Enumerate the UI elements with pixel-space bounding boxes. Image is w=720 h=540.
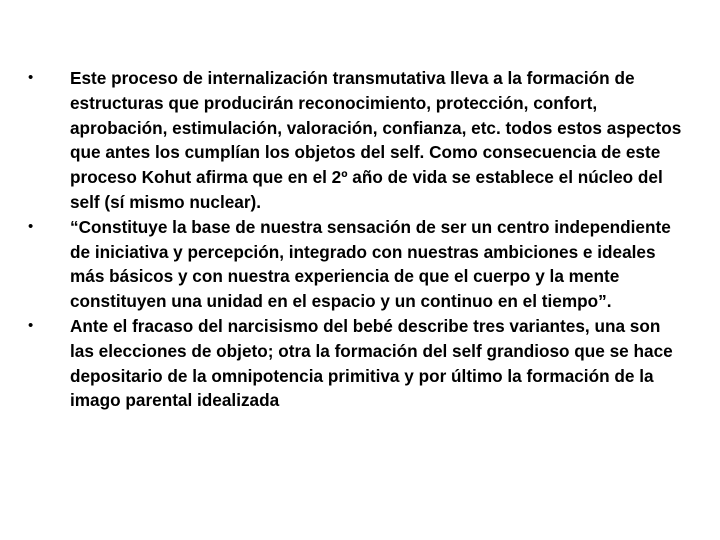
bullet-icon: • bbox=[28, 316, 34, 334]
bullet-item-quote bbox=[28, 215, 688, 314]
bullet-icon: • bbox=[28, 217, 34, 235]
bullet-text: Ante el fracaso del narcisismo del bebé describe tres variantes, una son las elecciones de objeto; otra la formación del self grandioso que se hace depositario de la omnipotencia primitiva y por último la formación de la imago parental idealizada bbox=[70, 315, 673, 411]
bullet-icon: • bbox=[28, 69, 34, 86]
bullet-text: “Constituye la base de nuestra sensación de ser un centro independiente de iniciativa y percepción, integrado con nuestras ambiciones e ideales más básicos y con nuestra experiencia de que el cuerpo y la mente constituyen una unidad en el espacio y un continuo en el tiempo”. bbox=[70, 216, 671, 312]
bullet-item-internalization bbox=[28, 66, 688, 215]
bullet-list bbox=[28, 66, 688, 413]
bullet-item-narcissism bbox=[28, 314, 688, 413]
bullet-text: Este proceso de internalización transmutativa lleva a la formación de estructuras que producirán reconocimiento, protección, confort, aprobación, estimulación, valoración, confianza, etc. todos estos aspectos que antes los cumplían los objetos del self. Como consecuencia de este proceso Kohut afirma que en el 2º año de vida se establece el núcleo del self (sí mismo nuclear). bbox=[70, 68, 682, 212]
